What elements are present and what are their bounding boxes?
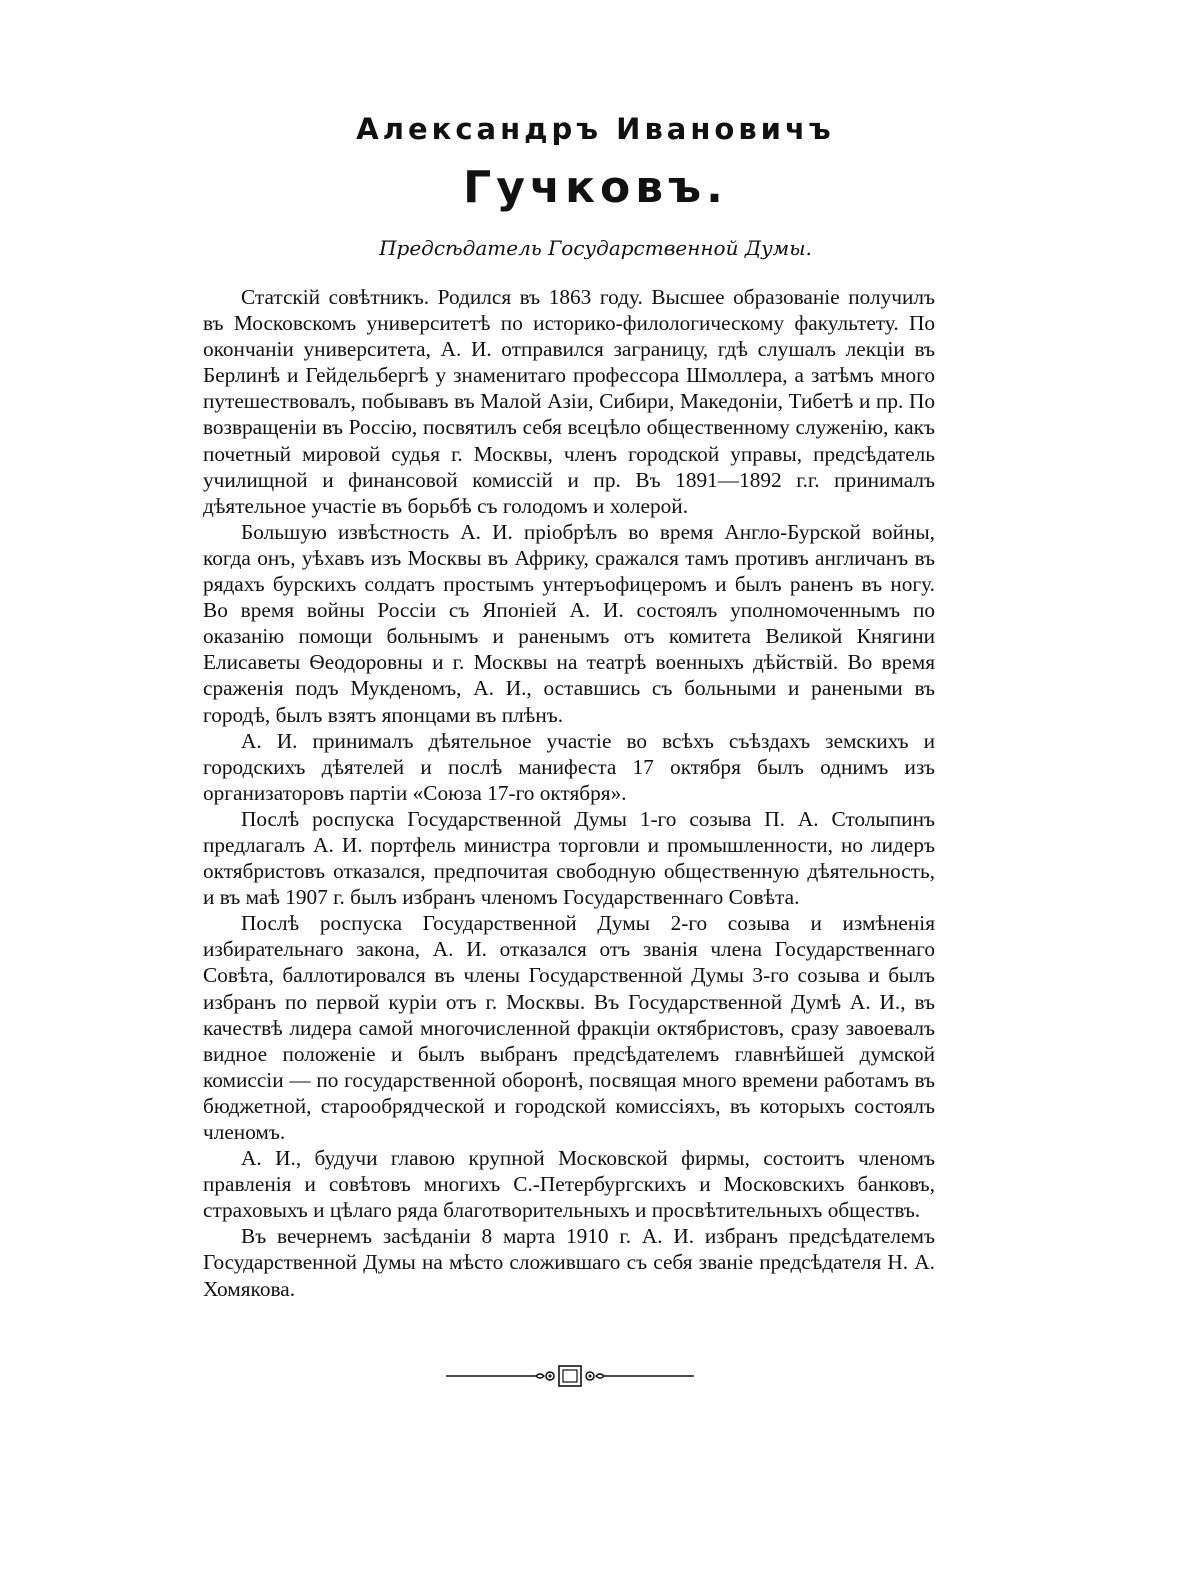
paragraph: А. И. принималъ дѣятельное участіе во всѣхъ съѣздахъ земскихъ и городскихъ дѣятелей и послѣ манифеста 17 октября былъ однимъ изъ организаторовъ партіи «Союза 17-го октября». [203,728,935,805]
paragraph: А. И., будучи главою крупной Московской фирмы, состоитъ членомъ правленія и совѣтовъ многихъ С.-Петербургскихъ и Московскихъ банковъ, страховыхъ и цѣлаго ряда благотворительныхъ и просвѣтительныхъ обществъ. [203,1146,935,1223]
paragraph: Статскій совѣтникъ. Родился въ 1863 году. Высшее образованіе получилъ въ Московскомъ университетѣ по историко-филологическому факультету. По окончаніи университета, А. И. отправился заграницу, гдѣ слушалъ лекціи въ Берлинѣ и Гейдельбергѣ у знаменитаго профессора Шмоллера, а затѣмъ много путешествовалъ, побывавъ въ Малой Азіи, Сибири, Македоніи, Тибетѣ и пр. По возвращеніи въ Россію, посвятилъ себя всецѣло общественному служенію, какъ почетный мировой судья г. Москвы, членъ городской управы, предсѣдатель училищной и финансовой комиссій и пр. Въ 1891—1892 г.г. принималъ дѣятельное участіе въ борьбѣ съ голодомъ и холерой. [203,285,935,518]
person-surname: Гучковъ. [463,162,728,213]
position-subtitle: Предсѣдатель Государственной Думы. [379,236,812,260]
paragraph: Большую извѣстность А. И. пріобрѣлъ во время Англо-Бурской войны, когда онъ, уѣхавъ изъ Москвы въ Африку, сражался тамъ противъ англичанъ въ рядахъ бурскихъ солдатъ простымъ унтеръофицеромъ и былъ раненъ въ ногу. Во время войны Россіи съ Японіей А. И. состоялъ уполномоченнымъ по оказанію помощи больнымъ и раненымъ отъ комитета Великой Княгини Елисаветы Ѳеодоровны и г. Москвы на театрѣ военныхъ дѣйствій. Во время сраженія подъ Мукденомъ, А. И., оставшись съ больными и ранеными въ городѣ, былъ взятъ японцами въ плѣнъ. [203,519,935,727]
person-name: Александръ Ивановичъ [356,112,835,146]
biography-text [203,284,935,1302]
paragraph: Послѣ роспуска Государственной Думы 1-го созыва П. А. Столыпинъ предлагалъ А. И. портфель министра торговли и промышленности, но лидеръ октябристовъ отказался, предпочитая свободную общественную дѣятельность, и въ маѣ 1907 г. былъ избранъ членомъ Государственнаго Совѣта. [203,806,935,910]
paragraph: Послѣ роспуска Государственной Думы 2-го созыва и измѣненія избирательнаго закона, А. И. отказался отъ званія члена Государственнаго Совѣта, баллотировался въ члены Государственной Думы 3-го созыва и былъ избранъ по первой куріи отъ г. Москвы. Въ Государственной Думѣ А. И., въ качествѣ лидера самой многочисленной фракціи октябристовъ, сразу завоевалъ видное положеніе и былъ выбранъ предсѣдателемъ главнѣйшей думской комиссіи — по государственной оборонѣ, посвящая много времени работамъ въ бюджетной, старообрядческой и городской комиссіяхъ, въ которыхъ состоялъ членомъ. [203,911,935,1144]
end-ornament-icon [444,1364,696,1388]
paragraph: Въ вечернемъ засѣданіи 8 марта 1910 г. А. И. избранъ предсѣдателемъ Государственной Думы на мѣсто сложившаго съ себя званіе предсѣдателя Н. А. Хомякова. [203,1224,935,1301]
